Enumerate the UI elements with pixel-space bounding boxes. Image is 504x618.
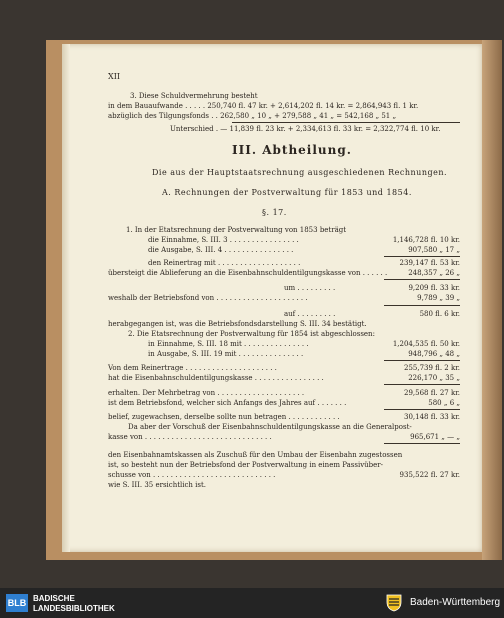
paragraph-number: §. 17.	[262, 208, 287, 217]
section-a-title: A. Rechnungen der Postverwaltung für 1853 und 1854.	[162, 188, 412, 197]
row-value: 965,671 „ — „	[410, 433, 460, 441]
state-crest-icon	[384, 592, 404, 612]
row-value: 580 fl. 6 kr.	[419, 310, 460, 318]
sum-rule	[384, 256, 460, 257]
row-label: in Ausgabe, S. III. 19 mit . . . . . . . . . . . . . . .	[148, 350, 304, 358]
row-label: übersteigt die Ablieferung an die Eisenbahnschuldentilgungskasse von . . . . . .	[108, 269, 388, 277]
row-value: 1,204,535 fl. 50 kr.	[392, 340, 460, 348]
text-line: 3. Diese Schuldvermehrung besteht	[130, 92, 258, 100]
text-line: herabgegangen ist, was die Betriebsfondsdarstellung S. III. 34 bestätigt.	[108, 320, 367, 328]
row-value: 907,580 „ 17 „	[408, 246, 460, 254]
row-label: belief, zugewachsen, derselbe sollte nun betragen . . . . . . . . . . . .	[108, 413, 340, 421]
row-label: kasse von . . . . . . . . . . . . . . . . . . . . . . . . . . . . .	[108, 433, 272, 441]
library-name-line1: BADISCHE	[33, 594, 75, 603]
text-line: Unterschied . — 11,839 fl. 23 kr. + 2,334,613 fl. 33 kr. = 2,322,774 fl. 10 kr.	[170, 125, 441, 133]
text-line: ist, so besteht nun der Betriebsfond der Postverwaltung in einem Passivüber-	[108, 461, 383, 469]
blb-logo[interactable]: BLB	[6, 594, 28, 612]
row-value: 226,170 „ 35 „	[408, 374, 460, 382]
row-label: den Reinertrag mit . . . . . . . . . . . . . . . . . . .	[148, 259, 301, 267]
book-edge	[482, 40, 502, 560]
row-value: 9,789 „ 39 „	[417, 294, 460, 302]
row-value: 1,146,728 fl. 10 kr.	[392, 236, 460, 244]
row-label: die Ausgabe, S. III. 4 . . . . . . . . . . . . . . . .	[148, 246, 294, 254]
page-gutter	[62, 44, 70, 552]
row-value: 580 „ 6 „	[428, 399, 460, 407]
text-line: abzüglich des Tilgungsfonds . . 262,580 „ 10 „ + 279,588 „ 41 „ = 542,168 „ 51 „	[108, 112, 397, 120]
row-value: 29,568 fl. 27 kr.	[403, 389, 460, 397]
row-label: schusse von . . . . . . . . . . . . . . . . . . . . . . . . . . . .	[108, 471, 276, 479]
row-label: die Einnahme, S. III. 3 . . . . . . . . . . . . . . . .	[148, 236, 299, 244]
section-heading: III. Abtheilung.	[232, 143, 352, 157]
library-name-line2: LANDESBIBLIOTHEK	[33, 604, 115, 613]
row-value: 239,147 fl. 53 kr.	[399, 259, 460, 267]
row-label: weshalb der Betriebsfond von . . . . . . . . . . . . . . . . . . . . .	[108, 294, 308, 302]
text-line: 2. Die Etatsrechnung der Postverwaltung für 1854 ist abgeschlossen:	[128, 330, 375, 338]
sum-rule	[384, 305, 460, 306]
row-value: 948,796 „ 48 „	[408, 350, 460, 358]
row-label: ist dem Betriebsfond, welcher sich Anfangs des Jahres auf . . . . . . .	[108, 399, 347, 407]
sum-rule	[232, 122, 460, 123]
row-value: 30,148 fl. 33 kr.	[403, 413, 460, 421]
text-line: in dem Bauaufwande . . . . . 250,740 fl. 47 kr. + 2,614,202 fl. 14 kr. = 2,864,943 fl. 1 kr.	[108, 102, 419, 110]
row-value: 255,739 fl. 2 kr.	[403, 364, 460, 372]
row-label: auf . . . . . . . . .	[284, 310, 336, 318]
region-name[interactable]: Baden-Württemberg	[410, 597, 501, 608]
page-number: XII	[108, 72, 121, 81]
sum-rule	[384, 279, 460, 280]
row-label: in Einnahme, S. III. 18 mit . . . . . . . . . . . . . . .	[148, 340, 309, 348]
row-label: erhalten. Der Mehrbetrag von . . . . . . . . . . . . . . . . . . . .	[108, 389, 305, 397]
sum-rule	[384, 384, 460, 385]
section-subheading: Die aus der Hauptstaatsrechnung ausgeschiedenen Rechnungen.	[152, 168, 448, 177]
row-value: 248,357 „ 26 „	[408, 269, 460, 277]
text-line: 1. In der Etatsrechnung der Postverwaltung von 1853 beträgt	[126, 226, 347, 234]
sum-rule	[384, 409, 460, 410]
row-label: um . . . . . . . . .	[284, 284, 336, 292]
text-line: Da aber der Vorschuß der Eisenbahnschuldentilgungskasse an die Generalpost-	[128, 423, 412, 431]
row-value: 935,522 fl. 27 kr.	[399, 471, 460, 479]
sum-rule	[384, 443, 460, 444]
sum-rule	[384, 360, 460, 361]
text-line: wie S. III. 35 ersichtlich ist.	[108, 481, 207, 489]
row-label: Von dem Reinertrage . . . . . . . . . . . . . . . . . . . . .	[108, 364, 277, 372]
row-label: hat die Eisenbahnschuldentilgungskasse . . . . . . . . . . . . . . . .	[108, 374, 324, 382]
row-value: 9,209 fl. 33 kr.	[408, 284, 460, 292]
text-line: den Eisenbahnamtskassen als Zuschuß für den Umbau der Eisenbahn zugestossen	[108, 451, 403, 459]
